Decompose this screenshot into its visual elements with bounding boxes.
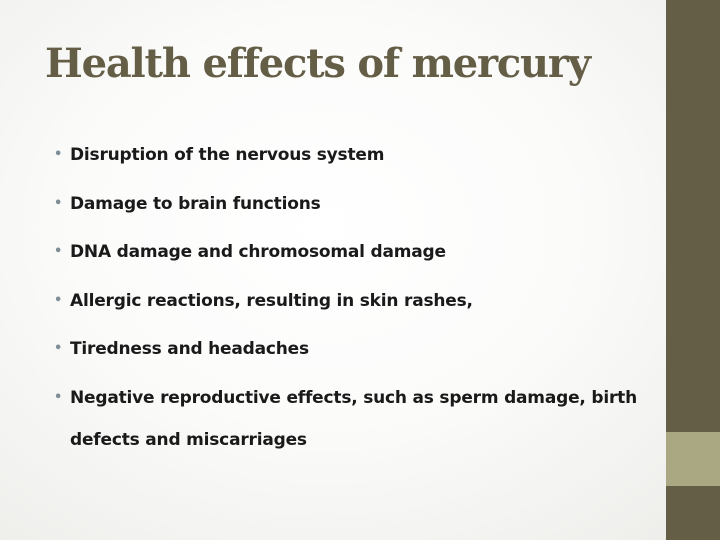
sidebar-accent-block: [666, 432, 720, 486]
list-item: [54, 237, 644, 267]
list-item: [54, 140, 644, 170]
bullet-icon: •: [54, 147, 63, 162]
bullet-text: Damage to brain functions: [70, 193, 321, 214]
bullet-icon: •: [54, 292, 63, 308]
slide-title: Health effects of mercury: [45, 40, 590, 87]
bullet-text: Disruption of the nervous system: [70, 145, 385, 165]
list-item: [54, 189, 644, 219]
bullet-text: Negative reproductive effects, such as sperm damage, birth defects and miscarriages: [70, 387, 637, 450]
bullet-text: Tiredness and headaches: [70, 339, 309, 359]
bullet-text: DNA damage and chromosomal damage: [70, 242, 446, 262]
list-item: [54, 334, 644, 364]
bullet-text: Allergic reactions, resulting in skin rashes,: [70, 290, 473, 311]
list-item: [54, 286, 644, 316]
bullet-icon: •: [54, 389, 63, 405]
bullet-icon: •: [54, 244, 63, 259]
bullet-icon: •: [54, 341, 63, 356]
list-item: [54, 377, 644, 461]
bullet-list: [54, 140, 644, 479]
bullet-icon: •: [54, 195, 63, 211]
